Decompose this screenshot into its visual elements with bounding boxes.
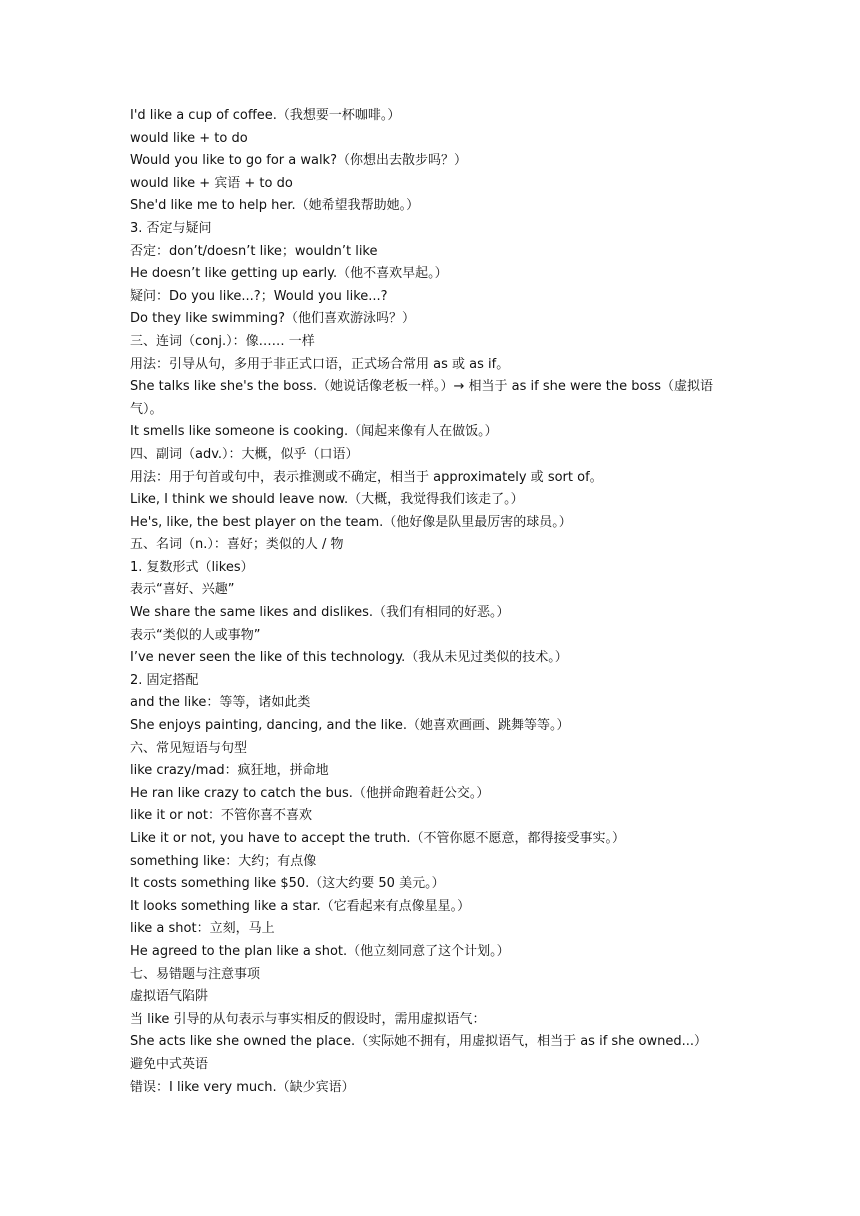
- text-line: something like：大约；有点像: [130, 853, 317, 869]
- text-line: 用法：引导从句，多用于非正式口语，正式场合常用 as 或 as if。: [130, 356, 510, 372]
- text-line: He ran like crazy to catch the bus.（他拼命跑着赶公交。）: [130, 785, 490, 801]
- text-line: and the like：等等，诸如此类: [130, 695, 311, 711]
- text-line: 疑问：Do you like...?；Would you like...?: [130, 288, 388, 304]
- text-line: She talks like she's the boss.（她说话像老板一样。）→ 相当于 as if she were the boss（虚拟语气）。: [130, 379, 714, 417]
- text-line: 表示“类似的人或事物”: [130, 627, 261, 643]
- text-line: Like it or not, you have to accept the truth.（不管你愿不愿意，都得接受事实。）: [130, 831, 625, 846]
- text-line: I'd like a cup of coffee.（我想要一杯咖啡。）: [130, 108, 401, 123]
- text-line: Do they like swimming?（他们喜欢游泳吗？）: [130, 311, 416, 327]
- text-line: She acts like she owned the place.（实际她不拥有，用虚拟语气，相当于 as if she owned...）: [130, 1034, 708, 1050]
- text-line: 表示“喜好、兴趣”: [130, 582, 235, 598]
- section-heading: 3. 否定与疑问: [130, 220, 212, 236]
- text-line: 否定：don’t/doesn’t like；wouldn’t like: [130, 243, 378, 259]
- text-line: She enjoys painting, dancing, and the like.（她喜欢画画、跳舞等等。）: [130, 718, 570, 734]
- text-line: would like + to do: [130, 130, 248, 146]
- document-body: [130, 105, 740, 1099]
- text-line: like it or not：不管你喜不喜欢: [130, 808, 312, 824]
- text-line: We share the same likes and dislikes.（我们有相同的好恶。）: [130, 605, 510, 621]
- text-line: He agreed to the plan like a shot.（他立刻同意了这个计划。）: [130, 943, 510, 959]
- text-line: Would you like to go for a walk?（你想出去散步吗？）: [130, 153, 467, 169]
- text-line: It smells like someone is cooking.（闻起来像有人在做饭。）: [130, 424, 498, 440]
- text-line: like a shot：立刻，马上: [130, 921, 275, 937]
- section-heading: 三、连词（conj.）：像…… 一样: [130, 333, 315, 349]
- text-line: 避免中式英语: [130, 1056, 209, 1072]
- section-heading: 六、常见短语与句型: [130, 740, 248, 756]
- text-line: would like + 宾语 + to do: [130, 175, 293, 191]
- text-line: She'd like me to help her.（她希望我帮助她。）: [130, 198, 420, 214]
- text-line: He's, like, the best player on the team.（他好像是队里最厉害的球员。）: [130, 514, 572, 530]
- text-line: He doesn’t like getting up early.（他不喜欢早起。）: [130, 266, 448, 282]
- text-line: Like, I think we should leave now.（大概，我觉得我们该走了。）: [130, 492, 524, 508]
- text-line: It costs something like $50.（这大约要 50 美元。）: [130, 876, 445, 892]
- text-line: 错误：I like very much.（缺少宾语）: [130, 1079, 355, 1095]
- text-line: 用法：用于句首或句中，表示推测或不确定，相当于 approximately 或 sort of。: [130, 469, 603, 485]
- text-line: 当 like 引导的从句表示与事实相反的假设时，需用虚拟语气：: [130, 1011, 486, 1027]
- text-line: like crazy/mad：疯狂地，拼命地: [130, 763, 329, 779]
- section-heading: 四、副词（adv.）：大概，似乎（口语）: [130, 446, 359, 462]
- section-heading: 五、名词（n.）：喜好；类似的人 / 物: [130, 537, 344, 553]
- subsection-heading: 1. 复数形式（likes）: [130, 559, 254, 575]
- text-line: I’ve never seen the like of this technology.（我从未见过类似的技术。）: [130, 650, 568, 666]
- text-line: 虚拟语气陷阱: [130, 989, 209, 1005]
- text-line: It looks something like a star.（它看起来有点像星星。）: [130, 898, 471, 914]
- section-heading: 七、易错题与注意事项: [130, 966, 261, 982]
- subsection-heading: 2. 固定搭配: [130, 672, 199, 688]
